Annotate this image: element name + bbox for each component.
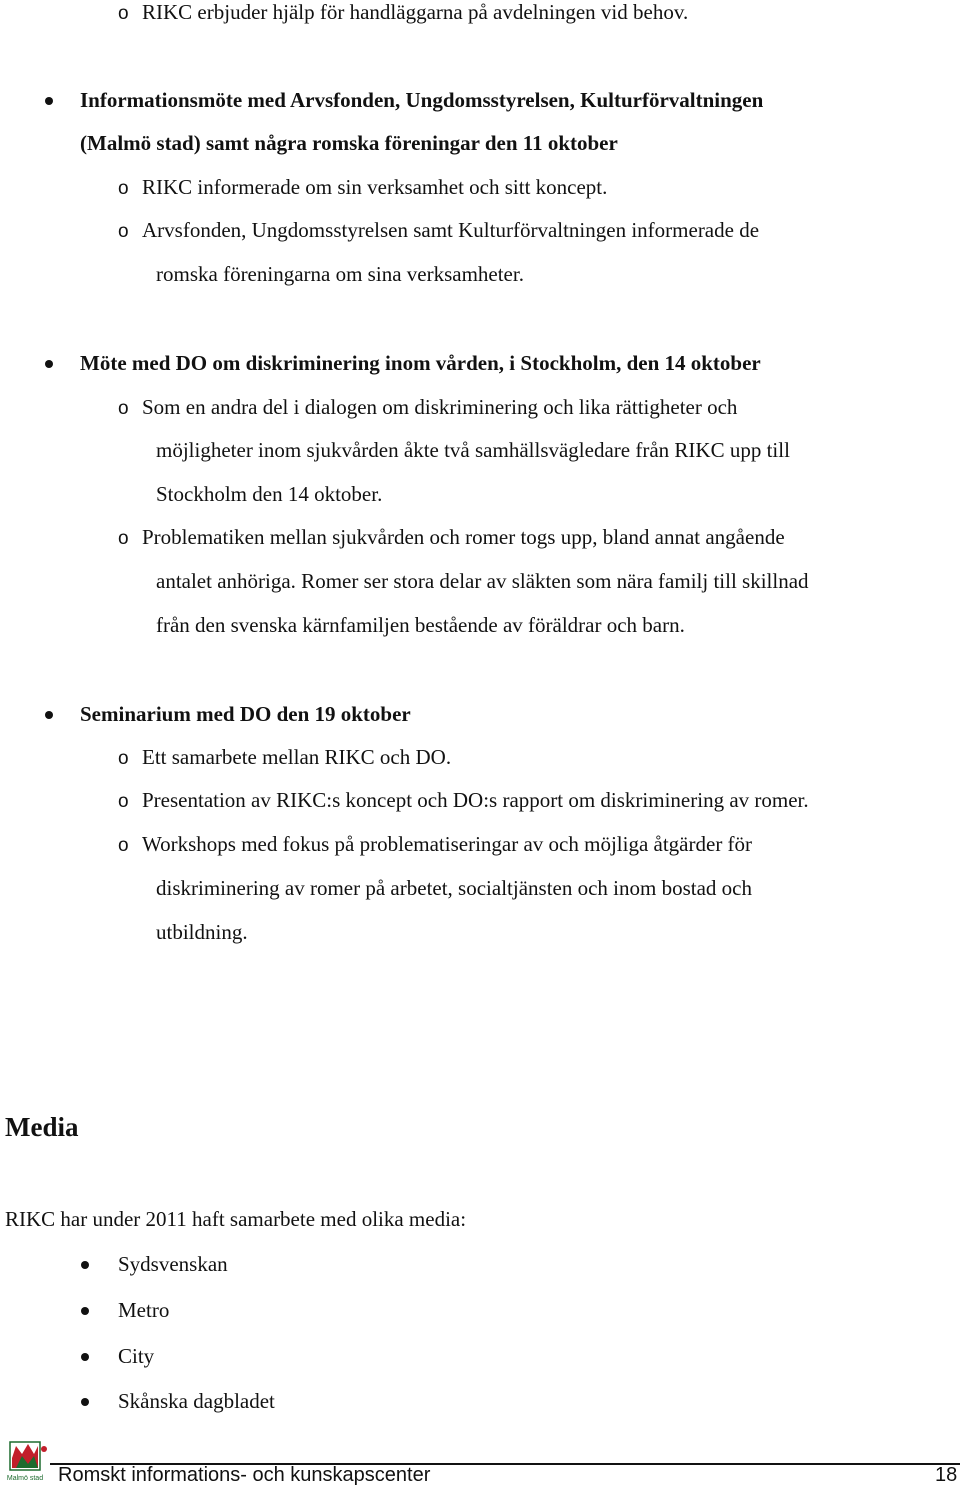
list-item-continuation: diskriminering av romer på arbetet, socialtjänsten och inom bostad och xyxy=(156,876,752,900)
media-item: Sydsvenskan xyxy=(118,1252,228,1276)
bullet-icon xyxy=(45,97,53,105)
list-item-continuation: antalet anhöriga. Romer ser stora delar av släkten som nära familj till skillnad xyxy=(156,569,809,593)
list-item-continuation: från den svenska kärnfamiljen bestående av föräldrar och barn. xyxy=(156,613,685,637)
bullet-icon xyxy=(81,1307,89,1315)
subbullet-marker: o xyxy=(118,221,129,242)
media-item: Skånska dagbladet xyxy=(118,1389,275,1413)
subbullet-marker: o xyxy=(118,398,129,419)
footer-title: Romskt informations- och kunskapscenter xyxy=(58,1464,431,1486)
logo-text: Malmö stad xyxy=(6,1475,44,1482)
list-item-continuation: romska föreningarna om sina verksamheter. xyxy=(156,262,524,286)
bullet-icon xyxy=(81,1261,89,1269)
bullet-icon xyxy=(81,1398,89,1406)
list-item: Arvsfonden, Ungdomsstyrelsen samt Kulturförvaltningen informerade de xyxy=(142,218,760,242)
bullet-icon xyxy=(45,711,53,719)
media-heading: Media xyxy=(5,1112,79,1142)
section-heading: (Malmö stad) samt några romska föreningar den 11 oktober xyxy=(80,131,618,155)
bullet-icon xyxy=(81,1353,89,1361)
list-item: Presentation av RIKC:s koncept och DO:s rapport om diskriminering av romer. xyxy=(142,788,809,812)
media-item: City xyxy=(118,1344,155,1368)
list-item: Som en andra del i dialogen om diskriminering och lika rättigheter och xyxy=(142,395,738,419)
list-item-continuation: möjligheter inom sjukvården åkte två samhällsvägledare från RIKC upp till xyxy=(156,438,790,462)
section-heading: Möte med DO om diskriminering inom vården, i Stockholm, den 14 oktober xyxy=(80,351,761,375)
subbullet-marker: o xyxy=(118,3,129,24)
subbullet-marker: o xyxy=(118,835,129,856)
list-item: RIKC informerade om sin verksamhet och sitt koncept. xyxy=(142,175,608,199)
subbullet-marker: o xyxy=(118,178,129,199)
list-item: RIKC erbjuder hjälp för handläggarna på avdelningen vid behov. xyxy=(142,0,689,24)
list-item-continuation: utbildning. xyxy=(156,920,248,944)
section-heading: Informationsmöte med Arvsfonden, Ungdomsstyrelsen, Kulturförvaltningen xyxy=(80,88,764,112)
subbullet-marker: o xyxy=(118,748,129,769)
media-intro: RIKC har under 2011 haft samarbete med olika media: xyxy=(5,1207,467,1231)
subbullet-marker: o xyxy=(118,528,129,549)
list-item: Workshops med fokus på problematiseringar av och möjliga åtgärder för xyxy=(142,832,753,856)
bullet-icon xyxy=(45,360,53,368)
media-item: Metro xyxy=(118,1298,170,1322)
page-number: 18 xyxy=(935,1464,958,1486)
list-item: Problematiken mellan sjukvården och romer togs upp, bland annat angående xyxy=(142,525,785,549)
section-heading: Seminarium med DO den 19 oktober xyxy=(80,702,411,726)
list-item: Ett samarbete mellan RIKC och DO. xyxy=(142,745,452,769)
list-item-continuation: Stockholm den 14 oktober. xyxy=(156,482,383,506)
malmo-stad-logo xyxy=(6,1440,50,1484)
subbullet-marker: o xyxy=(118,791,129,812)
malmo-stad-logo-icon xyxy=(6,1440,50,1484)
